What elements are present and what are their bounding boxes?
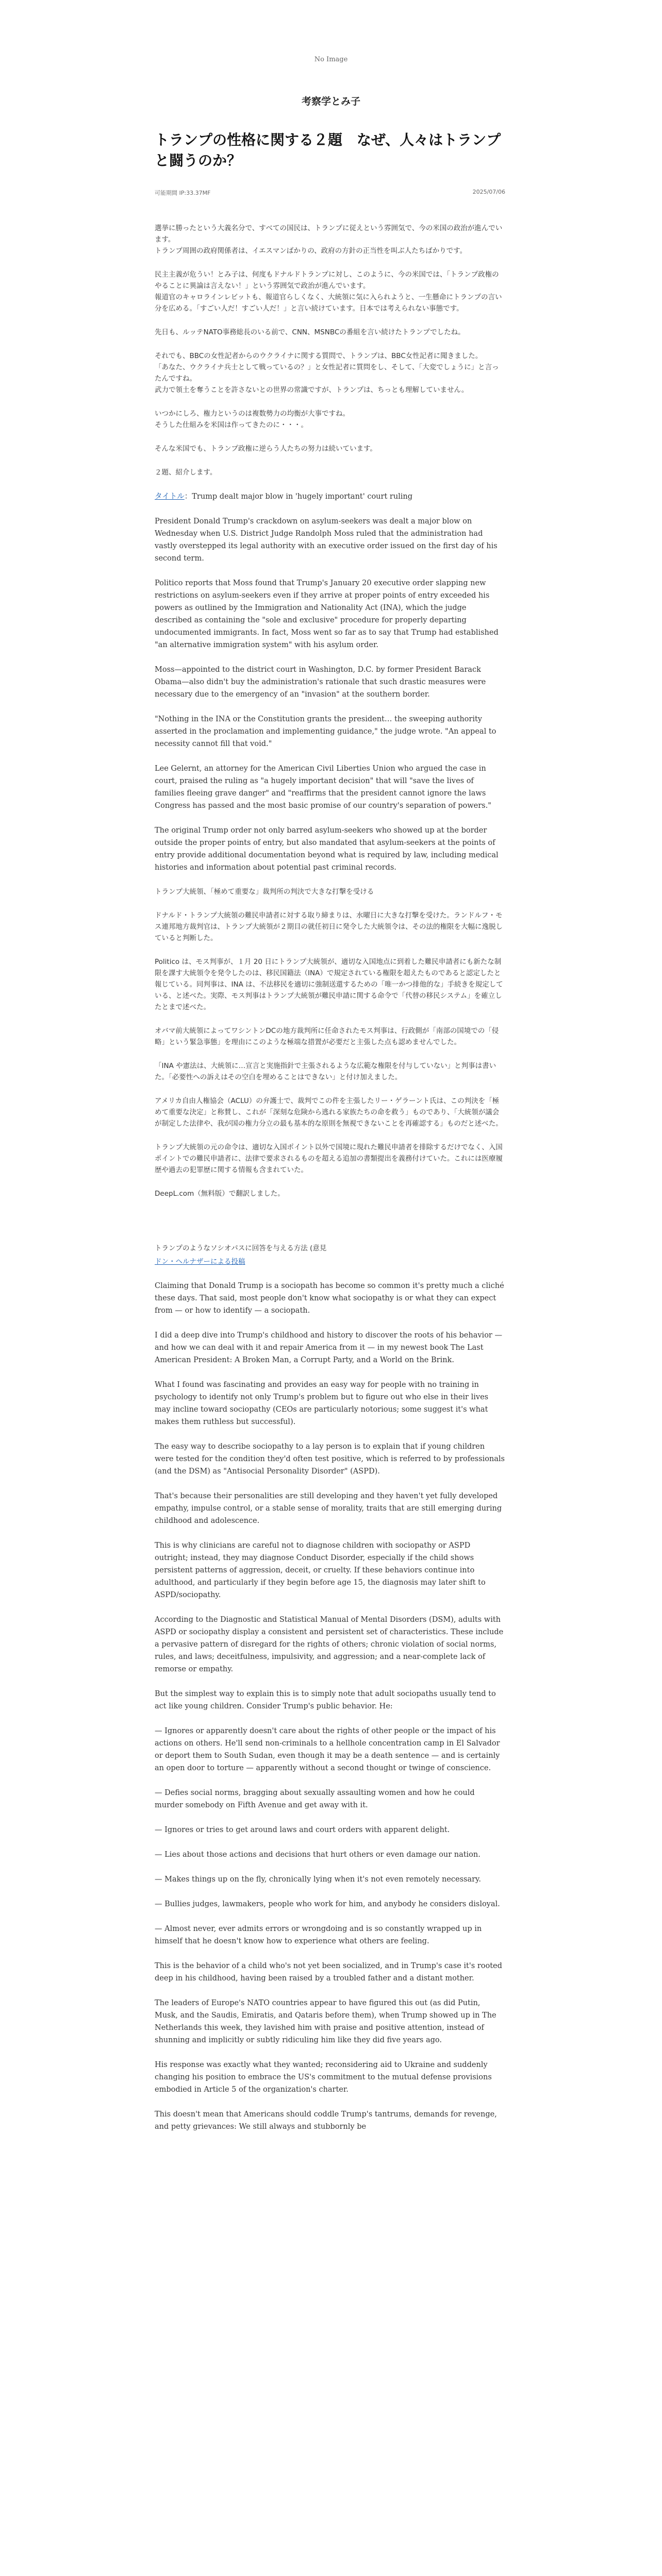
article-1-ja-paragraph: アメリカ自由人権協会（ACLU）の弁護士で、裁判でこの件を主張したリー・ゲラーント氏は、この判決を「極めて重要な決定」と称賛し、これが「深刻な危険から逃れる家族たちの命を救う」ものであり、「大統領が議会が制定した法律や、我が国の権力分立の最も基本的な原則を無視できないことを再確認する」ものだと述べた。: [155, 1097, 503, 1128]
article-1-paragraph: Lee Gelernt, an attorney for the American Civil Liberties Union who argued the case in court, praised the ruling as "a hugely important decision" that will "save the lives of families fleeing grave danger" and "reaffirms that the president cannot ignore the laws Congress has passed and the most basic promise of our country's separation of powers.": [155, 765, 491, 810]
article-2-paragraph: This is why clinicians are careful not to diagnose children with sociopathy or ASPD outright; instead, they may diagnose Conduct Disorder, especially if the child shows persistent patterns of aggression, deceit, or cruelty. If these behaviors continue into adulthood, and particularly if they begin before age 15, the diagnosis may later shift to ASPD/sociopathy.: [155, 1541, 486, 1599]
article-2-paragraph: What I found was fascinating and provides an easy way for people with no training in psychology to identify not only Trump's problem but to figure out who else in their lives may incline toward sociopathy (CEOs are particularly notorious; some suggest it's what makes them ruthless but successful).: [155, 1381, 489, 1426]
article-2-paragraph: The easy way to describe sociopathy to a lay person is to explain that if young children were tested for the condition they'd often test positive, which is referred to by professionals (and the DSM) as "Antisocial Personality Disorder" (ASPD).: [155, 1443, 505, 1476]
article-1-ja-paragraph: オバマ前大統領によってワシントンDCの地方裁判所に任命されたモス判事は、行政側が「南部の国境での「侵略」という緊急事態」を理由にこのような極端な措置が必要だと主張した点も認めませんでした。: [155, 1027, 499, 1046]
article-2-list-item: — Bullies judges, lawmakers, people who work for him, and anybody he considers disloyal.: [155, 1900, 500, 1908]
translation-credit: DeepL.com（無料版）で翻訳しました。: [155, 1190, 285, 1198]
article-2-list-item: — Defies social norms, bragging about sexually assaulting women and how he could murder somebody on Fifth Avenue and get away with it.: [155, 1789, 475, 1809]
intro-paragraph: 民主主義が危うい！とみ子は、何度もドナルドトランプに対し、このように、今の米国では、「トランプ政権のやることに異論は言えない！」という雰囲気で政治が進んでいます。 報道官のキャロラインレビットも、報道官らしくなく、大統領に気に入られようと、一生懸命にトランプの言い分を広める。「すごい人だ！すごい人だ！」と言い続けています。日本では考えられない事態です。: [155, 270, 502, 313]
article-1-paragraph: "Nothing in the INA or the Constitution grants the president… the sweeping authority asserted in the proclamation and implementing guidance," the judge wrote. "An appeal to necessity cannot fill that void.": [155, 715, 496, 748]
intro-paragraph: そんな米国でも、トランプ政権に逆らう人たちの努力は続いています。: [155, 445, 377, 453]
article-2-paragraph: Claiming that Donald Trump is a sociopath has become so common it's pretty much a cliché these days. That said, most people don't know what sociopathy is or what they can expect from — or how to identify — a sociopath.: [155, 1282, 504, 1315]
article-1-paragraph: The original Trump order not only barred asylum-seekers who showed up at the border outside the proper points of entry, but also mandated that asylum-seekers at the points of entry provide additional documentation beyond what is required by law, including medical histories and information about potential past criminal records.: [155, 826, 499, 872]
article-2-author-link[interactable]: [155, 1256, 505, 1267]
article-1: [155, 490, 505, 1199]
intro-paragraph: それでも、BBCの女性記者からのウクライナに関する質問で、トランプは、BBC女性記者に聞きました。 「あなた、ウクライナ兵士として戦っているの？」と女性記者に質問をし、そして、「大変でしょうに」と言ったんですね。 武力で領土を奪うことを許さないとの世界の常識ですが、トランプは、ちっとも理解していません。: [155, 352, 499, 394]
article-2-list-item: — Makes things up on the fly, chronically lying when it's not even remotely necessary.: [155, 1875, 481, 1884]
page-title: トランプの性格に関する２題 なぜ、人々はトランプと闘うのか？: [155, 131, 501, 169]
article-2-paragraph: I did a deep dive into Trump's childhood and history to discover the roots of his behavior — and how we can deal with it and repair America from it — in my newest book The Last American President: A Broken Man, a Corrupt Party, and a World on the Brink.: [155, 1331, 502, 1364]
article-1-heading: タイトル：Trump dealt major blow in 'hugely important' court ruling: [155, 493, 413, 501]
article-2: [155, 1243, 505, 2133]
article-1-ja-paragraph: 「INA や憲法は、大統領に…宣言と実施指針で主張されるような広範な権限を付与していない」と判事は書いた。「必要性への訴えはその空白を埋めることはできない」と付け加えました。: [155, 1062, 496, 1081]
article-1-ja-paragraph: Politico は、モス判事が、１月 20 日にトランプ大統領が、適切な入国地点に到着した難民申請者にも新たな制限を課す大統領令を発令したのは、移民国籍法（INA）で規定されている権限を超えたものであると認定したと報じている。同判事は、INA は、不法移民を適切に強制送還するための「唯一かつ排他的な」手続きを規定している、と述べた。実際、モス判事はトランプ大統領が難民申請に関する命令で「代替の移民システム」を確立したとまで述べた。: [155, 958, 503, 1011]
article-1-ja-paragraph: トランプ大統領の元の命令は、適切な入国ポイント以外で国境に現れた難民申請者を排除するだけでなく、入国ポイントでの難民申請者に、法律で要求されるものを超える追加の書類提出を義務付けていた。これには医療履歴や過去の犯罪歴に関する情報も含まれていた。: [155, 1143, 503, 1174]
article-1-paragraph: Moss—appointed to the district court in Washington, D.C. by former President Barack Obama—also didn't buy the administration's rationale that such drastic measures were necessary due to the emergency of an "invasion" at the southern border.: [155, 666, 486, 699]
article-2-author[interactable]: ドン・ヘルナザーによる投稿: [155, 1258, 245, 1266]
article-2-paragraph: The leaders of Europe's NATO countries appear to have figured this out (as did Putin, Musk, and the Saudis, Emiratis, and Qataris before them), when Trump showed up in The Netherlands this week, they lavished him with praise and positive attention, instead of shunning and implicitly or subtly ridiculing him like they did five years ago.: [155, 1999, 496, 2044]
article-1-ja-paragraph: ドナルド・トランプ大統領の難民申請者に対する取り締まりは、水曜日に大きな打撃を受けた。ランドルフ・モス連邦地方裁判官は、トランプ大統領が２期目の就任初日に発令した大統領令は、その法的権限を大幅に逸脱していると判断した。: [155, 911, 503, 942]
intro-paragraph: いつかにしろ、権力というのは複数勢力の均衡が大事ですね。 そうした仕組みを米国は作ってきたのに・・・。: [155, 410, 350, 429]
post-meta: [155, 189, 505, 197]
article-2-paragraph: That's because their personalities are still developing and they haven't yet fully developed empathy, impulse control, or a stable sense of morality, traits that are still emerging during childhood and adolescence.: [155, 1492, 502, 1525]
article-2-list-item: — Almost never, ever admits errors or wrongdoing and is so constantly wrapped up in himself that he doesn't know how to experience what others are feeling.: [155, 1925, 482, 1945]
intro-paragraph: ２題、紹介します。: [155, 468, 217, 477]
author-name[interactable]: 考察学とみ子: [301, 96, 360, 107]
article-2-list-item: — Ignores or apparently doesn't care about the rights of other people or the impact of his actions on others. He'll send non-criminals to a hellhole concentration camp in El Salvador or deport them to South Sudan, even though it may be a death sentence — and is certainly an open door to torture — apparently without a second thought or twinge of conscience.: [155, 1727, 500, 1772]
post-date: 可能期間 IP:33.37MF: [155, 190, 211, 196]
article-1-title-link[interactable]: タイトル: [155, 493, 185, 501]
article-2-paragraph: This doesn't mean that Americans should coddle Trump's tantrums, demands for revenge, and petty grievances: We still always and stubbornly be: [155, 2110, 497, 2131]
article-2-paragraph: But the simplest way to explain this is to simply note that adult sociopaths usually tend to act like young children. Consider Trump's public behavior. He:: [155, 1690, 496, 1710]
post-meta-right: 2025/07/06: [472, 189, 505, 195]
article-2-paragraph: According to the Diagnostic and Statistical Manual of Mental Disorders (DSM), adults with ASPD or sociopathy display a consistent and persistent set of characteristics. These include a pervasive pattern of disregard for the rights of others; chronic violation of social norms, rules, and laws; deceitfulness, impulsivity, and aggression; and a near-complete lack of remorse or empathy.: [155, 1616, 504, 1673]
article-1-ja-heading: トランプ大統領、「極めて重要な」裁判所の判決で大きな打撃を受ける: [155, 888, 374, 896]
article-2-paragraph: This is the behavior of a child who's not yet been socialized, and in Trump's case it's rooted deep in his childhood, having been raised by a troubled father and a distant mother.: [155, 1962, 502, 1982]
section-gap: [155, 1212, 505, 1227]
article-2-title: トランプのようなソシオパスに回答を与える方法 (意見: [155, 1244, 327, 1252]
image-placeholder: No Image: [314, 56, 348, 63]
intro-section: [155, 223, 505, 478]
article-1-paragraph: Politico reports that Moss found that Trump's January 20 executive order slapping new restrictions on asylum-seekers even if they arrive at proper points of entry exceeded his powers as outlined by the Immigration and Nationality Act (INA), which the judge described as containing the "sole and exclusive" procedure for properly departing undocumented immigrants. In fact, Moss went so far as to say that Trump had established "an alternative immigration system" with his asylum order.: [155, 579, 499, 649]
intro-paragraph: 選挙に勝ったという大義名分で、すべての国民は、トランプに従えという雰囲気で、今の米国の政治が進んでいます。 トランプ周囲の政府関係者は、イエスマンばかりの、政府の方針の正当性を叫ぶ人たちばかりです。: [155, 224, 503, 255]
article-2-list-item: — Ignores or tries to get around laws and court orders with apparent delight.: [155, 1826, 450, 1834]
article-2-list-item: — Lies about those actions and decisions that hurt others or even damage our nation.: [155, 1851, 481, 1859]
article-1-title: Trump dealt major blow in 'hugely important' court ruling: [192, 493, 413, 501]
intro-paragraph: 先日も、ルッテNATO事務総長のいる前で、CNN、MSNBCの番組を言い続けたトランプでしたね。: [155, 328, 465, 336]
article-body: [155, 223, 505, 2145]
section-gap: [155, 1227, 505, 1243]
article-2-paragraph: His response was exactly what they wanted; reconsidering aid to Ukraine and suddenly changing his position to embrace the US's commitment to the mutual defense provisions embodied in Article 5 of the organization's charter.: [155, 2061, 492, 2094]
article-1-paragraph: President Donald Trump's crackdown on asylum-seekers was dealt a major blow on Wednesday when U.S. District Judge Randolph Moss ruled that the administration had vastly overstepped its legal authority with an executive order issued on the first day of his second term.: [155, 517, 498, 563]
